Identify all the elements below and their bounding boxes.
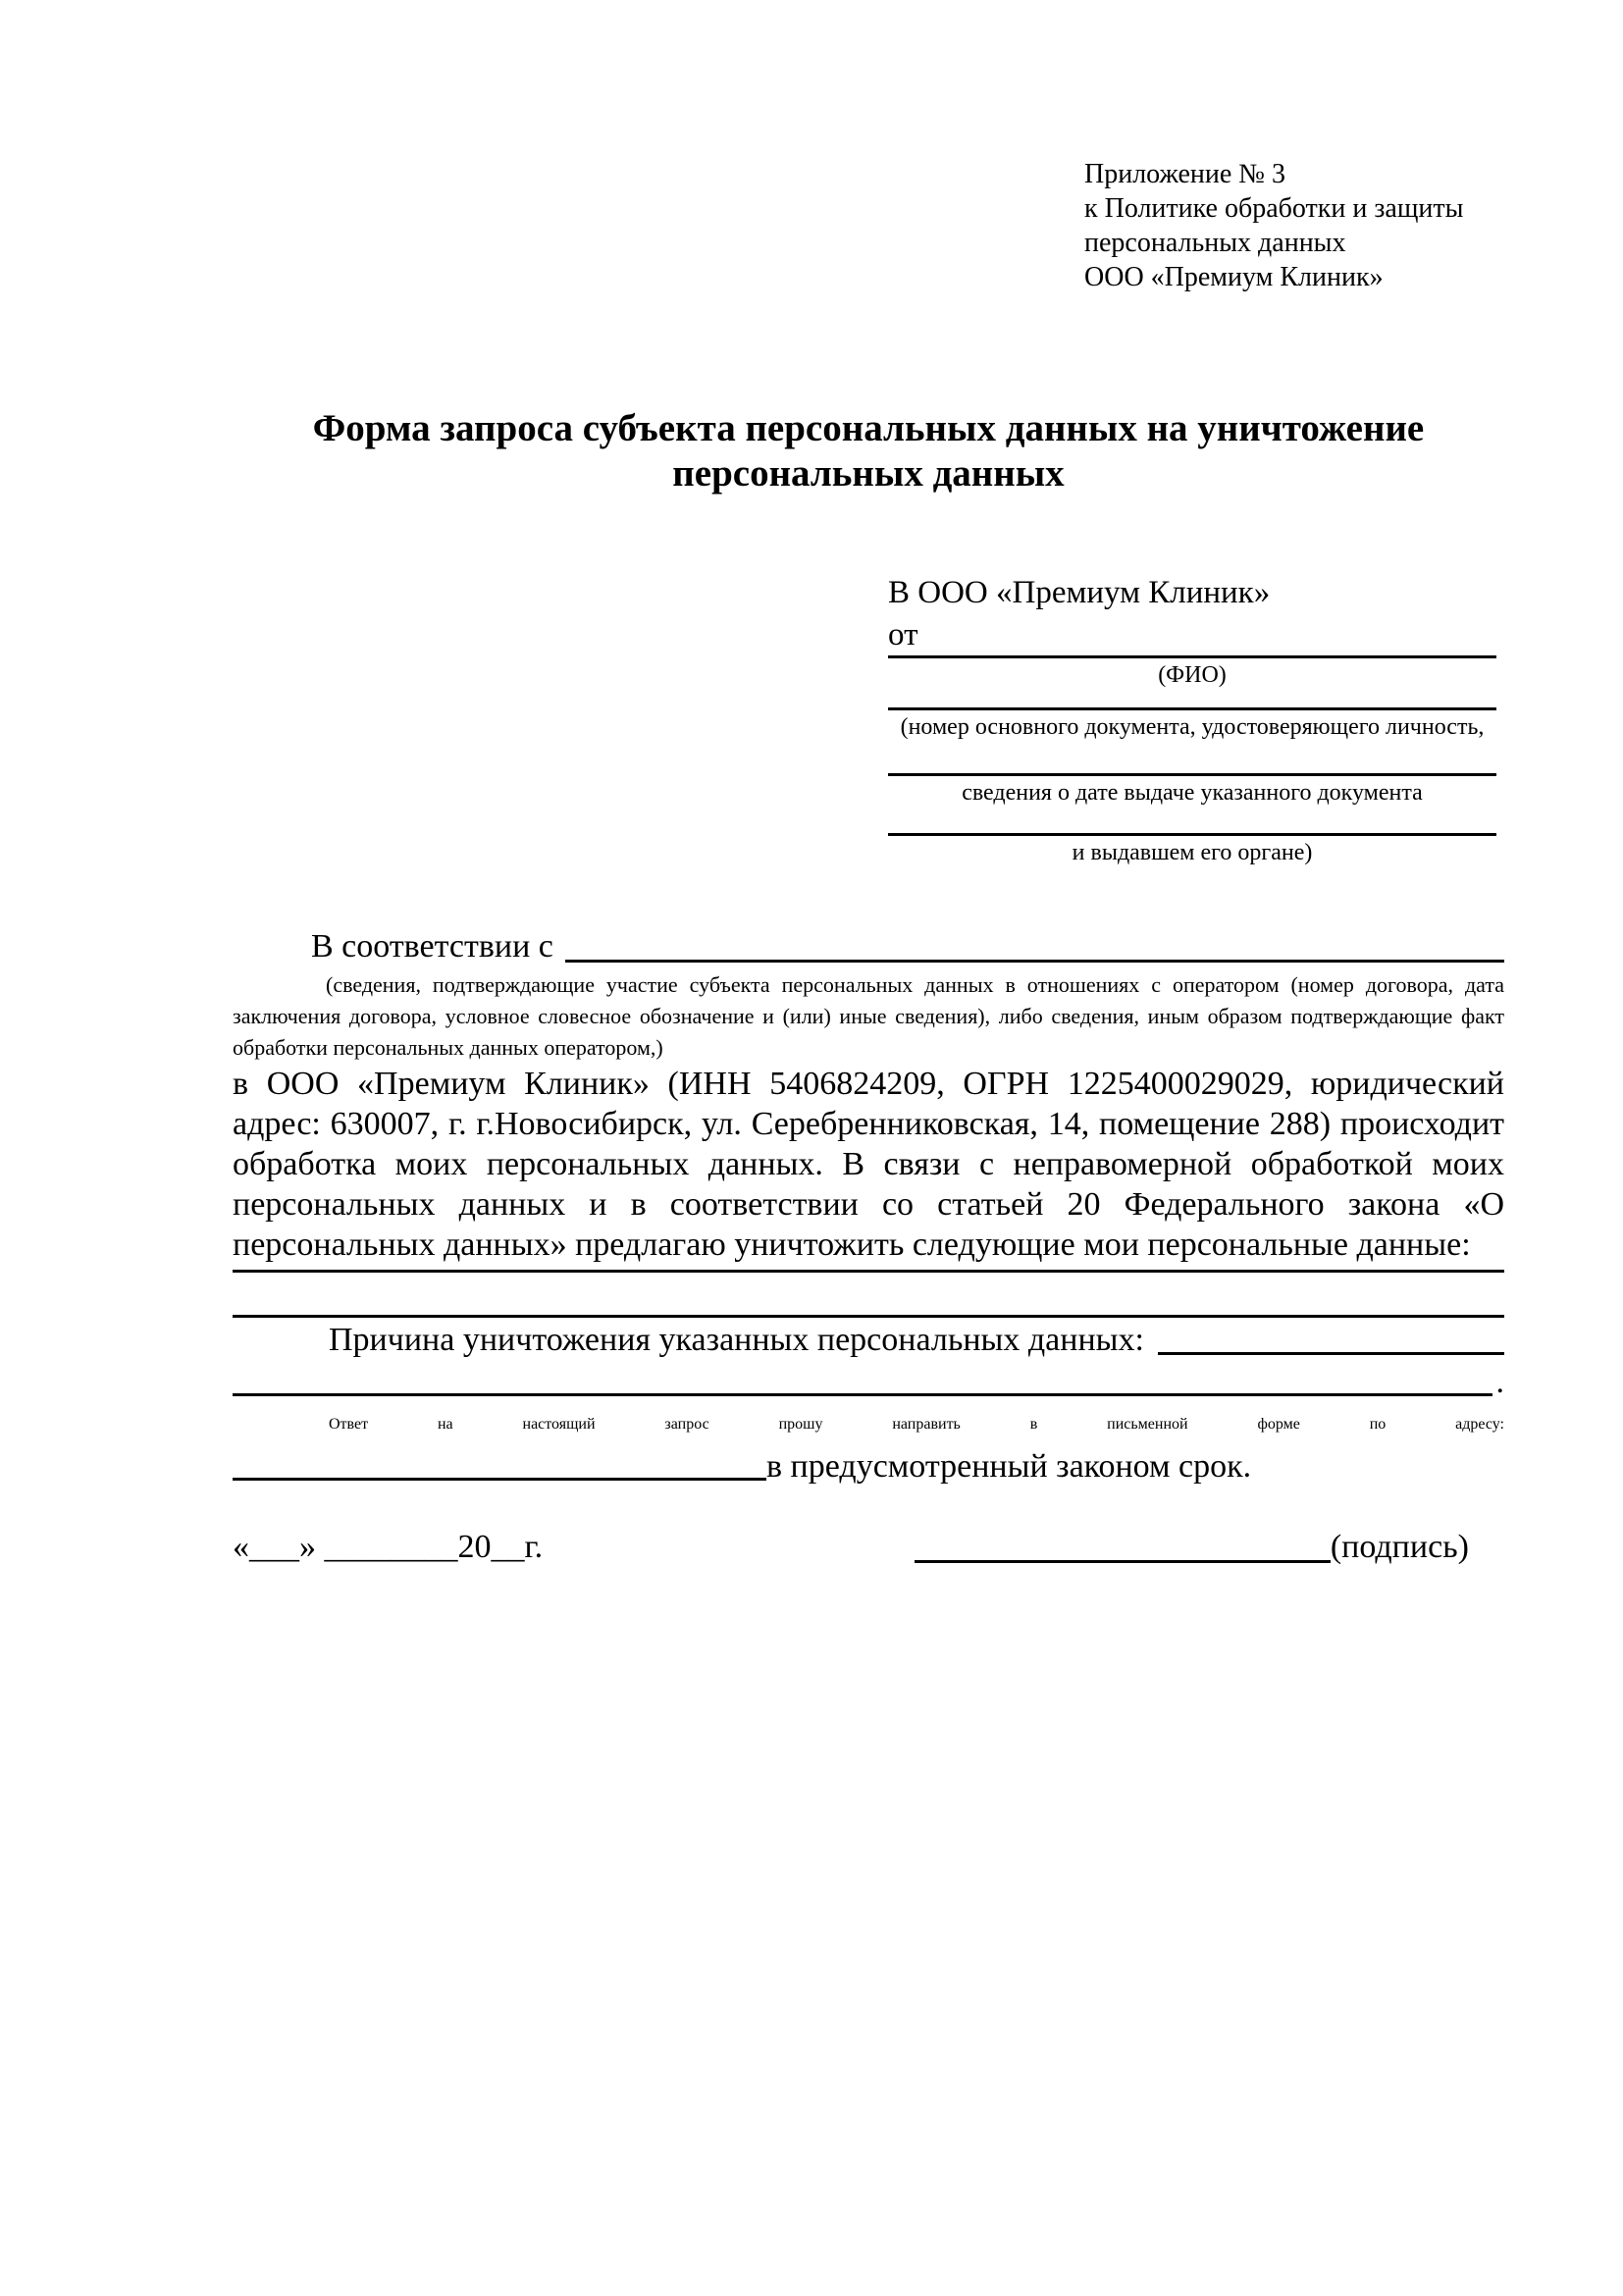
document-number-caption: (номер основного документа, удостоверяющего личность, — [900, 714, 1485, 740]
main-paragraph: в ООО «Премиум Клиник» (ИНН 5406824209, ОГРН 1225400029029, юридический адрес: 630007, г. г.Новосибирск, ул. Серебренниковская, 14, помещение 288) происходит обработка моих персональных данных. В связи с неправомерной обработкой моих персональных данных и в соответствии со статьей 20 Федерального закона «О персональных данных» предлагаю уничтожить следующие мои персональные данные: — [233, 1066, 1504, 1263]
signature-caption: (подпись) — [1330, 1529, 1469, 1565]
issuing-authority-caption: и выдавшем его органе) — [1072, 840, 1313, 865]
response-paragraph: Ответ на настоящий запрос прошу направить в письменной форме по адресу: — [329, 1416, 1504, 1433]
annex-line-1: Приложение № 3 — [1084, 159, 1285, 189]
address-input-line[interactable] — [233, 1445, 766, 1481]
accordance-input-line[interactable] — [565, 924, 1504, 963]
accordance-label: В соответствии с — [311, 928, 553, 965]
reason-continuation-row — [233, 1362, 1504, 1403]
sentence-period: . — [1495, 1364, 1504, 1400]
fine-print-clause: (сведения, подтверждающие участие субъекта персональных данных в отношениях с оператором (номер договора, дата заключения договора, условное словесное обозначение и (или) иные сведения), либо сведения, иным образом подтверждающие факт обработки персональных данных оператором,) — [233, 972, 1504, 1060]
addressee-organization: В ООО «Премиум Клиник» — [888, 575, 1271, 610]
addressee-block — [888, 571, 1496, 869]
issuing-authority-field — [888, 809, 1496, 869]
response-address-row — [233, 1445, 1504, 1487]
personal-data-input-line-1[interactable] — [233, 1265, 1504, 1273]
reason-row — [233, 1318, 1504, 1362]
reason-input-line[interactable] — [1158, 1318, 1504, 1355]
personal-data-input-line-2[interactable] — [233, 1273, 1504, 1318]
document-title-line-1: Форма запроса субъекта персональных данных на уничтожение — [312, 407, 1425, 449]
annex-line-4: ООО «Премиум Клиник» — [1084, 262, 1384, 292]
issue-date-input-line[interactable] — [888, 744, 1496, 776]
issuing-authority-input-line[interactable] — [888, 809, 1496, 836]
reason-input-line-2[interactable] — [233, 1362, 1492, 1396]
document-title — [233, 406, 1504, 496]
addressee-from-label: от — [888, 617, 918, 652]
annex-header — [1084, 157, 1504, 294]
accordance-row — [233, 924, 1504, 969]
issue-date-field — [888, 744, 1496, 809]
annex-line-3: персональных данных — [1084, 228, 1346, 258]
signature-group — [915, 1525, 1469, 1570]
reason-label: Причина уничтожения указанных персональных данных: — [329, 1322, 1144, 1358]
document-number-field — [888, 692, 1496, 744]
response-tail-text: в предусмотренный законом срок. — [766, 1448, 1252, 1485]
date-signature-row — [233, 1525, 1504, 1570]
fio-caption: (ФИО) — [1158, 662, 1227, 688]
fio-field — [888, 655, 1496, 692]
document-number-input-line[interactable] — [888, 692, 1496, 710]
annex-line-2: к Политике обработки и защиты — [1084, 193, 1464, 224]
signature-input-line[interactable] — [915, 1525, 1331, 1563]
document-title-line-2: персональных данных — [672, 452, 1065, 495]
date-blank[interactable]: «___» ________20__г. — [233, 1529, 544, 1565]
issue-date-caption: сведения о дате выдаче указанного документа — [962, 780, 1423, 806]
